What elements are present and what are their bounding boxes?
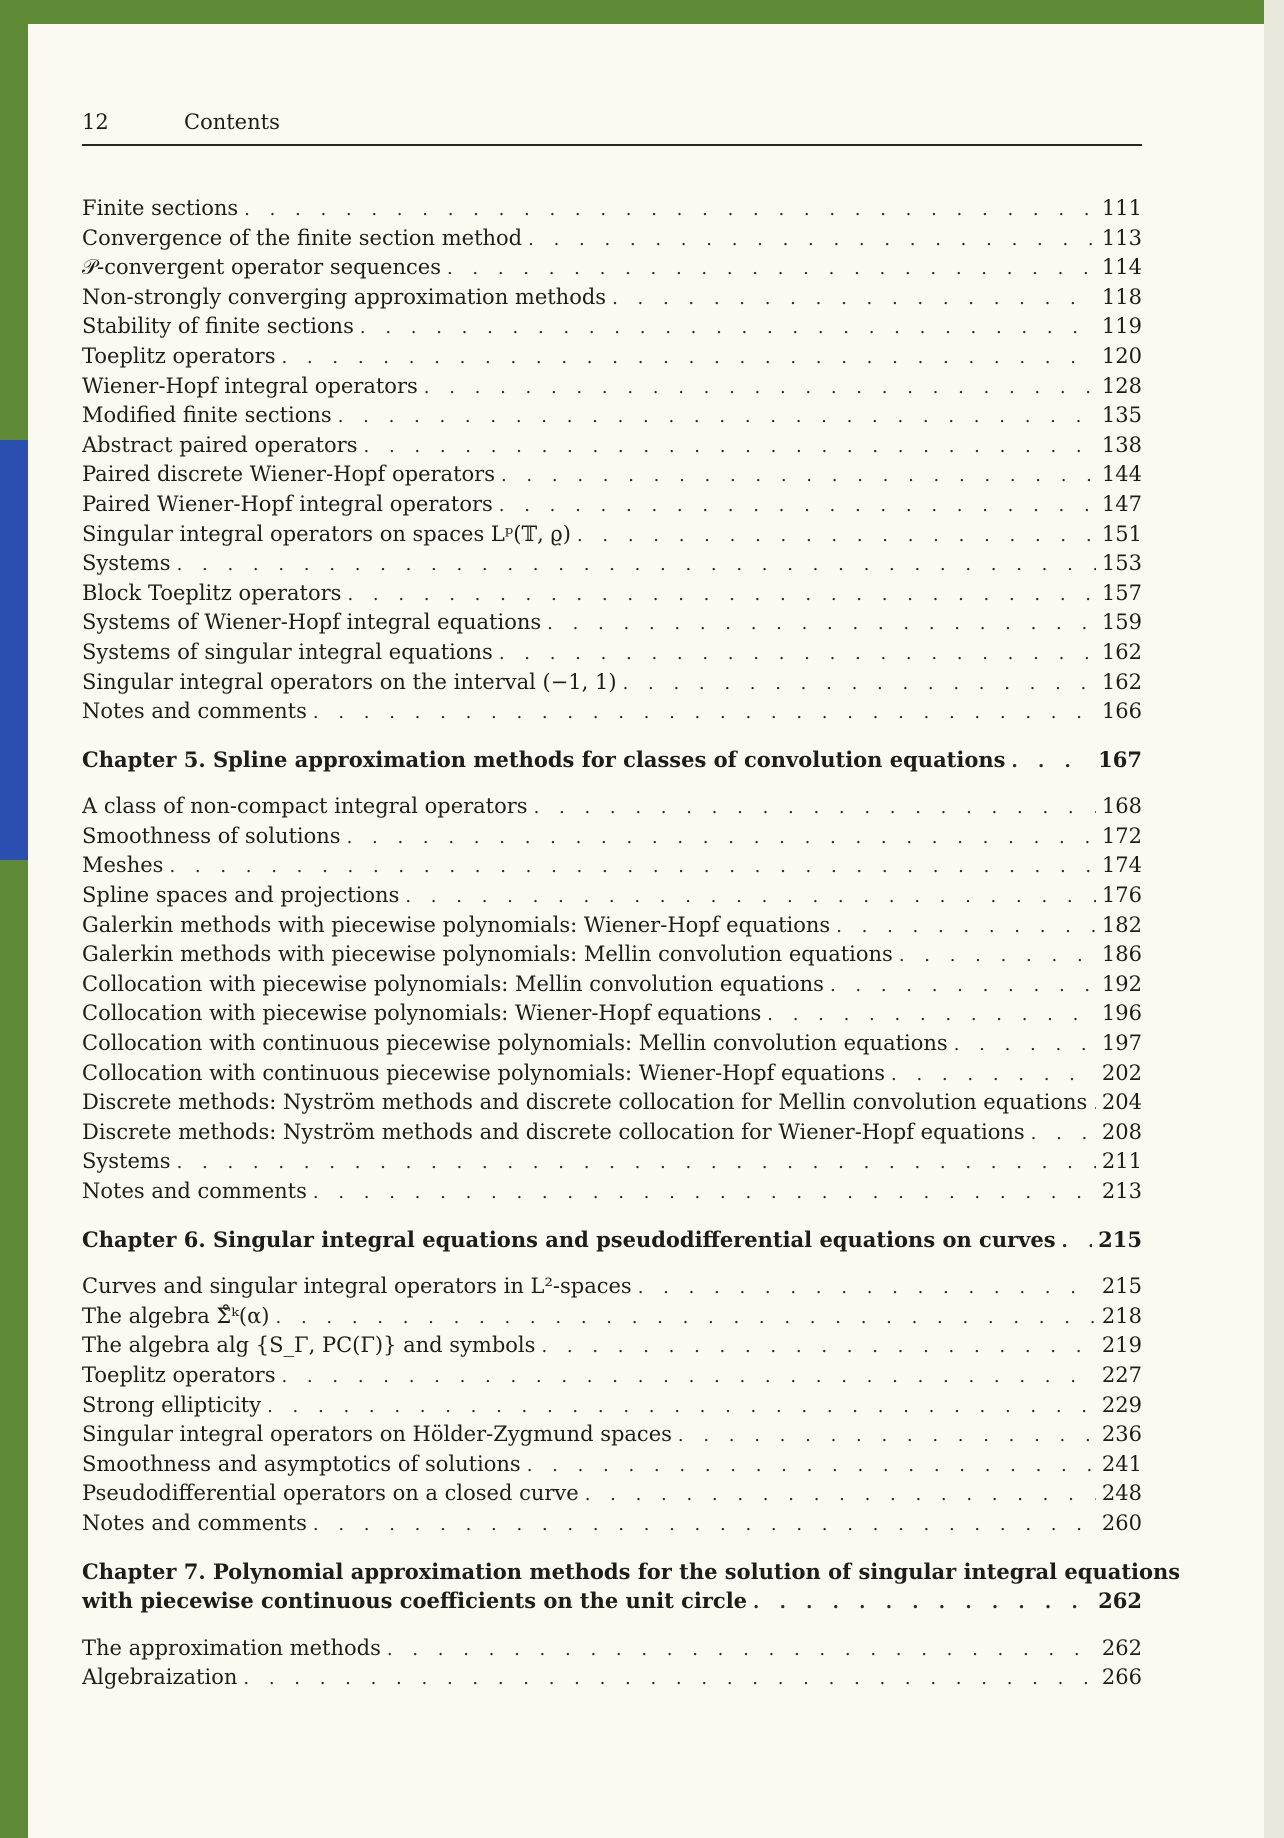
toc-entry[interactable] bbox=[82, 1391, 1142, 1421]
toc-entry[interactable] bbox=[82, 1272, 1142, 1302]
toc-entry[interactable] bbox=[82, 851, 1142, 881]
entry-title: Meshes bbox=[82, 853, 164, 878]
toc-entry[interactable] bbox=[82, 194, 1142, 224]
entry-page: 236 bbox=[1101, 1422, 1142, 1447]
toc-entry[interactable] bbox=[82, 253, 1142, 283]
leader-dots bbox=[177, 550, 1096, 579]
leader-dots bbox=[899, 941, 1096, 970]
entry-page: 144 bbox=[1101, 462, 1142, 487]
leader-dots bbox=[547, 609, 1096, 638]
chapter-page: 215 bbox=[1098, 1226, 1142, 1252]
toc-entry[interactable] bbox=[82, 1059, 1142, 1089]
toc-entry[interactable] bbox=[82, 1509, 1142, 1539]
entry-title: Smoothness and asymptotics of solutions bbox=[82, 1451, 521, 1476]
entry-page: 147 bbox=[1101, 491, 1142, 516]
leader-dots bbox=[891, 1060, 1096, 1089]
leader-dots bbox=[267, 1392, 1096, 1421]
entry-page: 202 bbox=[1101, 1060, 1142, 1085]
entry-title: The algebra alg {S_Γ, PC(Γ)} and symbols bbox=[82, 1333, 536, 1358]
leader-dots bbox=[612, 284, 1096, 313]
toc-chapter-5[interactable] bbox=[82, 745, 1142, 775]
entry-page: 219 bbox=[1101, 1333, 1142, 1358]
entry-title: Systems of singular integral equations bbox=[82, 639, 493, 664]
entry-title: Systems bbox=[82, 1149, 171, 1174]
leader-dots bbox=[281, 343, 1095, 372]
chapter-page: 262 bbox=[1098, 1588, 1142, 1614]
entry-title: Abstract paired operators bbox=[82, 432, 358, 457]
entry-title: The algebra Σ̊ᵏ(α) bbox=[82, 1303, 270, 1328]
entry-title: Curves and singular integral operators in L²-spaces bbox=[82, 1274, 632, 1299]
running-title: Contents bbox=[184, 110, 280, 134]
leader-dots bbox=[836, 912, 1096, 941]
running-header bbox=[82, 104, 1142, 146]
toc-entry[interactable] bbox=[82, 431, 1142, 461]
entry-page: 248 bbox=[1101, 1481, 1142, 1506]
entry-page: 182 bbox=[1101, 912, 1142, 937]
toc-entry[interactable] bbox=[82, 1450, 1142, 1480]
leader-dots bbox=[347, 580, 1095, 609]
leader-dots bbox=[534, 793, 1096, 822]
toc-entry[interactable] bbox=[82, 1331, 1142, 1361]
page-number: 12 bbox=[82, 110, 109, 134]
toc-entry[interactable] bbox=[82, 549, 1142, 579]
entry-page: 227 bbox=[1101, 1362, 1142, 1387]
entry-page: 135 bbox=[1101, 403, 1142, 428]
toc-entry[interactable] bbox=[82, 1177, 1142, 1207]
toc-entry[interactable] bbox=[82, 1479, 1142, 1509]
toc-entry[interactable] bbox=[82, 460, 1142, 490]
entry-title: Systems bbox=[82, 551, 171, 576]
entry-title: Singular integral operators on the interval (−1, 1) bbox=[82, 669, 617, 694]
toc-entry[interactable] bbox=[82, 1088, 1142, 1118]
toc-entry[interactable] bbox=[82, 490, 1142, 520]
entry-page: 120 bbox=[1101, 343, 1142, 368]
entry-page: 113 bbox=[1101, 225, 1142, 250]
chapter-title-line-1: Chapter 7. Polynomial approximation methods for the solution of singular integral equations bbox=[82, 1558, 1181, 1584]
leader-dots bbox=[528, 225, 1096, 254]
entry-page: 186 bbox=[1101, 942, 1142, 967]
entry-title: Collocation with piecewise polynomials: Wiener-Hopf equations bbox=[82, 1001, 762, 1026]
leader-dots bbox=[338, 402, 1096, 431]
entry-title: Notes and comments bbox=[82, 1179, 307, 1203]
toc-entry[interactable] bbox=[82, 372, 1142, 402]
toc-chapter-7[interactable] bbox=[82, 1557, 1181, 1616]
leader-dots bbox=[501, 461, 1096, 490]
book-cover-edge-left bbox=[0, 0, 28, 1838]
toc-entry[interactable] bbox=[82, 940, 1142, 970]
toc-entry[interactable] bbox=[82, 224, 1142, 254]
table-of-contents bbox=[82, 194, 1181, 1693]
toc-entry[interactable] bbox=[82, 608, 1142, 638]
entry-page: 168 bbox=[1101, 794, 1142, 819]
entry-title: Notes and comments bbox=[82, 699, 307, 724]
entry-page: 151 bbox=[1101, 521, 1142, 546]
leader-dots bbox=[577, 521, 1096, 550]
entry-page: 213 bbox=[1101, 1179, 1142, 1203]
entry-page: 266 bbox=[1101, 1665, 1142, 1690]
entry-title: Modified finite sections bbox=[82, 403, 332, 428]
entry-title: 𝒫-convergent operator sequences bbox=[82, 255, 441, 280]
chapter-title-line-2: with piecewise continuous coefficients on the unit circle bbox=[82, 1588, 748, 1614]
leader-dots bbox=[499, 639, 1096, 668]
leader-dots bbox=[313, 1510, 1096, 1539]
entry-title: Block Toeplitz operators bbox=[82, 580, 342, 605]
entry-page: 162 bbox=[1101, 669, 1142, 694]
toc-entry[interactable] bbox=[82, 342, 1142, 372]
toc-entry[interactable] bbox=[82, 1147, 1142, 1177]
toc-entry[interactable] bbox=[82, 1029, 1142, 1059]
chapter-title: Chapter 5. Spline approximation methods for classes of convolution equations bbox=[82, 746, 1006, 772]
entry-page: 192 bbox=[1101, 971, 1142, 996]
entry-title: Spline spaces and projections bbox=[82, 883, 400, 908]
leader-dots bbox=[753, 1588, 1092, 1616]
entry-page: 138 bbox=[1101, 432, 1142, 457]
entry-page: 204 bbox=[1101, 1090, 1142, 1115]
entry-page: 196 bbox=[1101, 1001, 1142, 1026]
entry-title: Smoothness of solutions bbox=[82, 823, 341, 848]
entry-page: 111 bbox=[1101, 196, 1142, 220]
page-edge-right bbox=[1264, 0, 1284, 1838]
toc-entry[interactable] bbox=[82, 697, 1142, 727]
entry-title: Convergence of the finite section method bbox=[82, 225, 523, 250]
leader-dots bbox=[1011, 747, 1092, 775]
entry-title: Discrete methods: Nyström methods and discrete collocation for Wiener-Hopf equations bbox=[82, 1119, 1025, 1144]
entry-page: 262 bbox=[1101, 1635, 1142, 1660]
toc-entry[interactable] bbox=[82, 1302, 1142, 1332]
entry-title: Finite sections bbox=[82, 196, 239, 220]
leader-dots bbox=[313, 698, 1096, 727]
toc-group-chapter7 bbox=[82, 1634, 1142, 1693]
toc-group-chapter6 bbox=[82, 1272, 1142, 1538]
entry-title: Algebraization bbox=[82, 1665, 238, 1690]
entry-title: Strong ellipticity bbox=[82, 1392, 262, 1417]
entry-title: Paired discrete Wiener-Hopf operators bbox=[82, 462, 495, 487]
entry-page: 241 bbox=[1101, 1451, 1142, 1476]
entry-page: 118 bbox=[1101, 284, 1142, 309]
toc-entry[interactable] bbox=[82, 999, 1142, 1029]
toc-entry[interactable] bbox=[82, 401, 1142, 431]
leader-dots bbox=[954, 1030, 1096, 1059]
leader-dots bbox=[387, 1635, 1096, 1664]
entry-page: 157 bbox=[1101, 580, 1142, 605]
leader-dots bbox=[830, 971, 1096, 1000]
leader-dots bbox=[364, 432, 1096, 461]
entry-page: 176 bbox=[1101, 883, 1142, 908]
toc-group-chapter5 bbox=[82, 792, 1142, 1206]
entry-title: Toeplitz operators bbox=[82, 343, 276, 368]
toc-entry[interactable] bbox=[82, 579, 1142, 609]
leader-dots bbox=[638, 1273, 1096, 1302]
entry-page: 174 bbox=[1101, 853, 1142, 878]
leader-dots bbox=[424, 373, 1096, 402]
entry-title: Toeplitz operators bbox=[82, 1362, 276, 1387]
entry-title: Collocation with continuous piecewise polynomials: Mellin convolution equations bbox=[82, 1031, 948, 1056]
leader-dots bbox=[623, 669, 1096, 698]
leader-dots bbox=[169, 852, 1095, 881]
toc-entry[interactable] bbox=[82, 668, 1142, 698]
entry-page: 229 bbox=[1101, 1392, 1142, 1417]
leader-dots bbox=[499, 491, 1096, 520]
leader-dots bbox=[244, 195, 1096, 224]
entry-title: Notes and comments bbox=[82, 1510, 307, 1535]
entry-page: 128 bbox=[1101, 373, 1142, 398]
leader-dots bbox=[767, 1000, 1096, 1029]
book-cover-edge-stripe bbox=[0, 440, 28, 860]
chapter-page: 167 bbox=[1098, 746, 1142, 772]
entry-page: 166 bbox=[1101, 699, 1142, 724]
entry-page: 153 bbox=[1101, 551, 1142, 576]
entry-title: Paired Wiener-Hopf integral operators bbox=[82, 491, 493, 516]
leader-dots bbox=[678, 1421, 1096, 1450]
entry-title: Systems of Wiener-Hopf integral equations bbox=[82, 610, 542, 635]
entry-title: Wiener-Hopf integral operators bbox=[82, 373, 418, 398]
leader-dots bbox=[1031, 1119, 1096, 1148]
entry-page: 159 bbox=[1101, 610, 1142, 635]
leader-dots bbox=[281, 1362, 1095, 1391]
toc-entry[interactable] bbox=[82, 638, 1142, 668]
entry-title: Collocation with continuous piecewise polynomials: Wiener-Hopf equations bbox=[82, 1060, 886, 1085]
toc-entry[interactable] bbox=[82, 911, 1142, 941]
entry-page: 260 bbox=[1101, 1510, 1142, 1535]
entry-page: 114 bbox=[1101, 255, 1142, 280]
entry-page: 208 bbox=[1101, 1119, 1142, 1144]
toc-entry[interactable] bbox=[82, 1361, 1142, 1391]
toc-entry[interactable] bbox=[82, 1420, 1142, 1450]
toc-entry[interactable] bbox=[82, 1634, 1142, 1664]
entry-page: 119 bbox=[1101, 314, 1142, 339]
toc-entry[interactable] bbox=[82, 520, 1142, 550]
toc-chapter-6[interactable] bbox=[82, 1225, 1142, 1255]
toc-entry[interactable] bbox=[82, 792, 1142, 822]
entry-title: Collocation with piecewise polynomials: Mellin convolution equations bbox=[82, 971, 824, 996]
leader-dots bbox=[276, 1303, 1096, 1332]
entry-title: Stability of finite sections bbox=[82, 314, 354, 339]
entry-title: Singular integral operators on Hölder-Zygmund spaces bbox=[82, 1422, 672, 1447]
entry-page: 172 bbox=[1101, 823, 1142, 848]
entry-title: Discrete methods: Nyström methods and discrete collocation for Mellin convolution equations bbox=[82, 1090, 1088, 1115]
entry-title: Non-strongly converging approximation methods bbox=[82, 284, 607, 309]
toc-entry[interactable] bbox=[82, 1118, 1142, 1148]
entry-page: 162 bbox=[1101, 639, 1142, 664]
leader-dots bbox=[405, 882, 1096, 911]
entry-page: 218 bbox=[1101, 1303, 1142, 1328]
entry-title: The approximation methods bbox=[82, 1635, 381, 1660]
leader-dots bbox=[360, 313, 1096, 342]
toc-entry[interactable] bbox=[82, 970, 1142, 1000]
leader-dots bbox=[585, 1480, 1096, 1509]
toc-group-chapter4-cont bbox=[82, 194, 1142, 727]
entry-title: Galerkin methods with piecewise polynomials: Mellin convolution equations bbox=[82, 942, 893, 967]
chapter-title: Chapter 6. Singular integral equations and pseudodifferential equations on curves bbox=[82, 1226, 1056, 1252]
entry-page: 197 bbox=[1101, 1031, 1142, 1056]
leader-dots bbox=[1062, 1227, 1093, 1255]
leader-dots bbox=[347, 823, 1096, 852]
entry-title: Galerkin methods with piecewise polynomials: Wiener-Hopf equations bbox=[82, 912, 831, 937]
leader-dots bbox=[243, 1664, 1096, 1693]
entry-title: Pseudodifferential operators on a closed curve bbox=[82, 1481, 579, 1506]
entry-page: 211 bbox=[1101, 1149, 1142, 1174]
leader-dots bbox=[541, 1332, 1095, 1361]
toc-entry[interactable] bbox=[82, 283, 1142, 313]
toc-entry[interactable] bbox=[82, 881, 1142, 911]
toc-entry[interactable] bbox=[82, 822, 1142, 852]
leader-dots bbox=[447, 254, 1096, 283]
entry-title: Singular integral operators on spaces Lᵖ(𝕋, ϱ) bbox=[82, 521, 571, 546]
leader-dots bbox=[313, 1178, 1096, 1207]
book-cover-edge-top bbox=[0, 0, 1284, 24]
entry-page: 215 bbox=[1101, 1274, 1142, 1299]
leader-dots bbox=[177, 1148, 1096, 1177]
entry-title: A class of non-compact integral operators bbox=[82, 794, 528, 819]
toc-entry[interactable] bbox=[82, 312, 1142, 342]
toc-entry[interactable] bbox=[82, 1663, 1142, 1693]
leader-dots bbox=[527, 1451, 1096, 1480]
